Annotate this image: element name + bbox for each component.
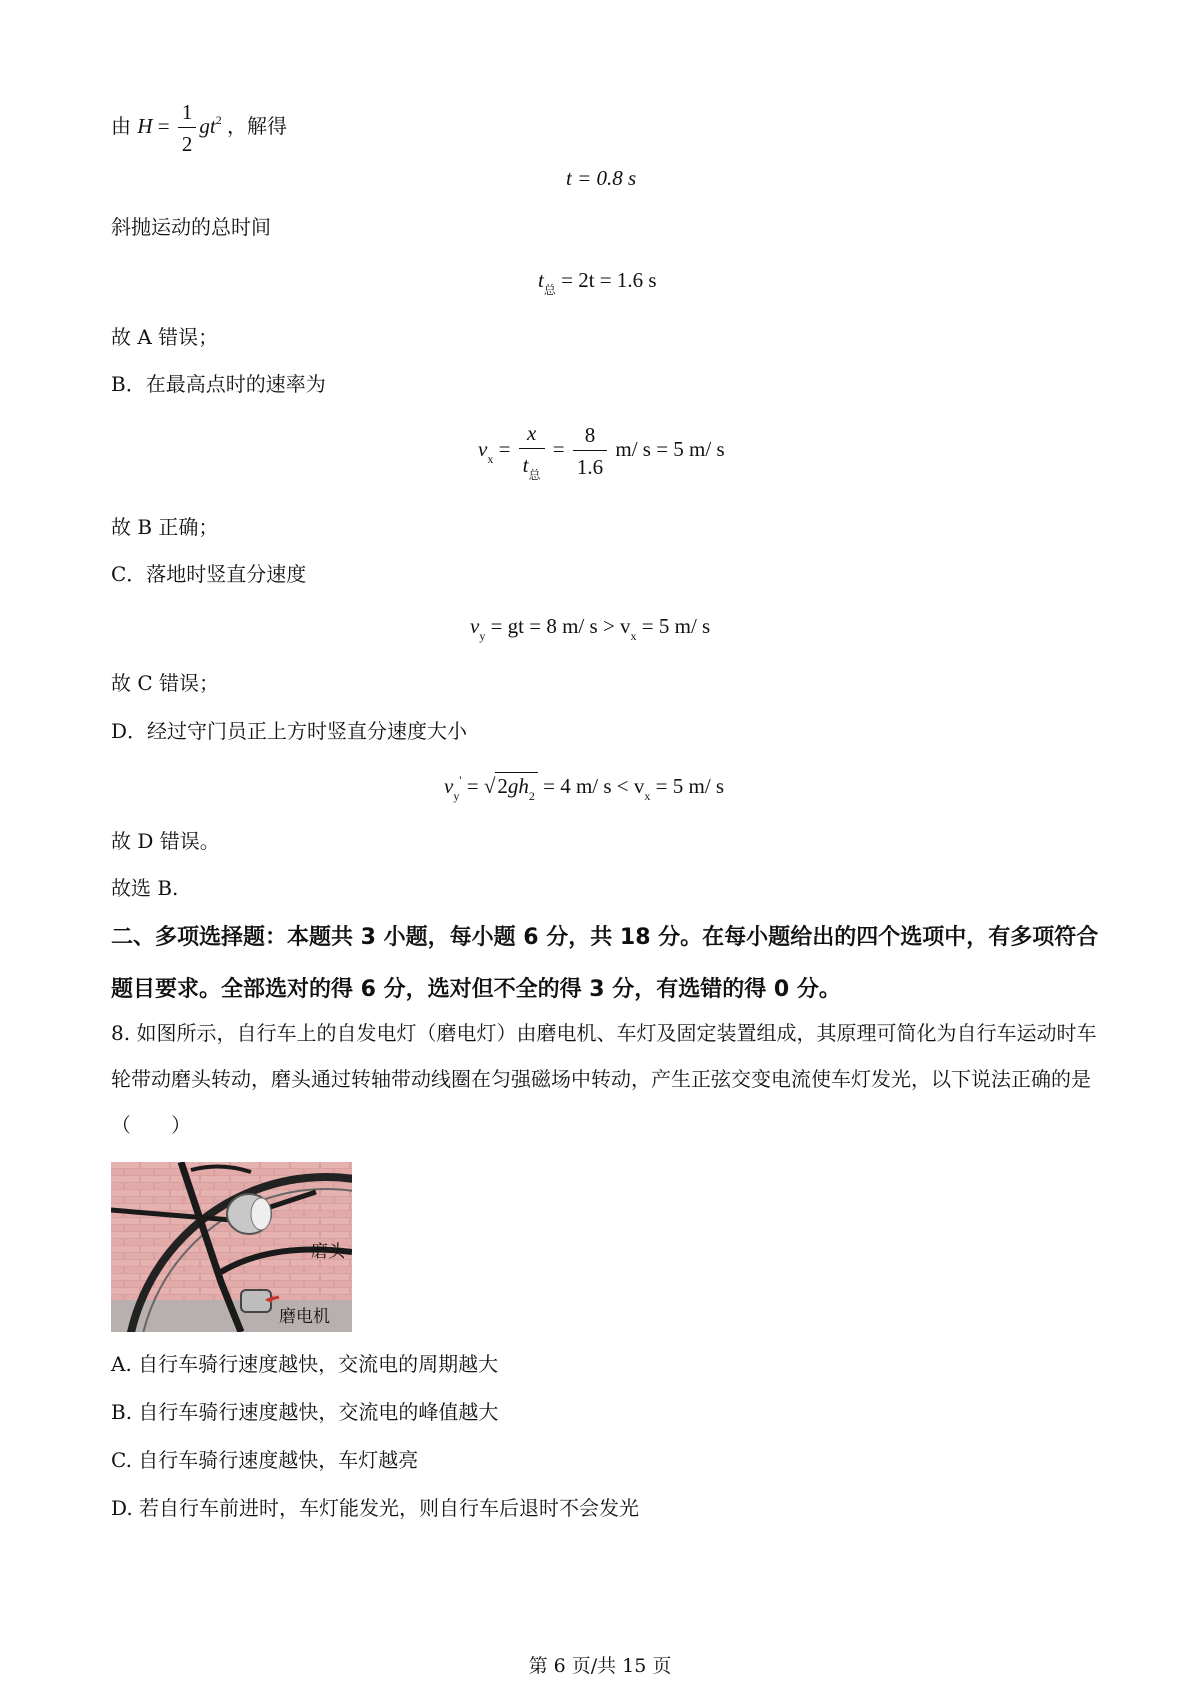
intro-prefix: 由 — [111, 114, 131, 138]
label-grinding-head: 磨头 — [311, 1242, 345, 1262]
equation-vy-prime: $v_y' = √2gh_2 = 4$ m/ $s < v_x = 5$ m/ s — [444, 773, 725, 803]
a-wrong-text: 故 A 错误； — [111, 325, 219, 349]
option-c: C. 自行车骑行速度越快，车灯越亮 — [111, 1448, 419, 1472]
equation-vx: $v_x$ = $\frac{x}{t_总}$ = $\frac{8}{1.6}$ m/ s = 5 m/ s — [478, 421, 725, 482]
b-correct-text: 故 B 正确； — [111, 515, 219, 539]
bicycle-dynamo-illustration — [111, 1162, 352, 1332]
equation-total-time: $t_总 = 2t = 1.6$ s — [538, 268, 657, 297]
option-b: B. 自行车骑行速度越快，交流电的峰值越大 — [111, 1400, 499, 1424]
equation-vx-result: m/ s = 5 m/ s — [615, 436, 725, 461]
intro-suffix: ，解得 — [226, 114, 287, 138]
d-wrong-text: 故 D 错误。 — [111, 829, 220, 853]
page-footer: 第 6 页/共 15 页 — [528, 1655, 672, 1677]
option-a: A. 自行车骑行速度越快，交流电的周期越大 — [111, 1352, 499, 1376]
equation-total-time-rhs: = 2t = 1.6 s — [561, 268, 657, 292]
equation-vy-body: = gt = 8 m/ s > v — [490, 614, 631, 638]
total-time-label: 斜抛运动的总时间 — [111, 215, 271, 239]
equation-vy-prime-end: = 5 m/ s — [655, 774, 725, 798]
section-header: 二、多项选择题：本题共 3 小题，每小题 6 分，共 18 分。在每小题给出的四个选项中，有多项符合题目要求。全部选对的得 6 分，选对但不全的得 3 分，有选错的得 0 分。 — [111, 925, 1099, 1002]
bicycle-dynamo-figure — [111, 1162, 352, 1332]
c-wrong-text: 故 C 错误； — [111, 671, 220, 695]
choose-text: 故选 B. — [111, 876, 179, 900]
question-8-text: 8. 如图所示，自行车上的自发电灯（磨电灯）由磨电机、车灯及固定装置组成，其原理可简化为自行车运动时车轮带动磨头转动，磨头通过转轴带动线圈在匀强磁场中转动，产生正弦交变电流使车灯发光，以下说法正确的是（ ） — [111, 1021, 1097, 1137]
equation-t: t = 0.8 s — [566, 166, 637, 190]
option-d: D. 若自行车前进时，车灯能发光，则自行车后退时不会发光 — [111, 1496, 640, 1520]
equation-vy-prime-body: = 4 m/ s < v — [543, 774, 645, 798]
c-label: C．落地时竖直分速度 — [111, 562, 307, 586]
equation-vy: $v_y$ = gt = 8 m/ $s > v_x = 5$ m/ s — [470, 614, 711, 643]
intro-line — [111, 96, 287, 159]
b-label: B．在最高点时的速率为 — [111, 372, 326, 396]
label-dynamo: 磨电机 — [279, 1307, 330, 1327]
formula-h: H = $\frac{1}{2}$ $gt^2$ — [137, 99, 222, 156]
equation-vy-tail: = 5 m/ s — [641, 614, 711, 638]
d-label: D．经过守门员正上方时竖直分速度大小 — [111, 719, 468, 743]
